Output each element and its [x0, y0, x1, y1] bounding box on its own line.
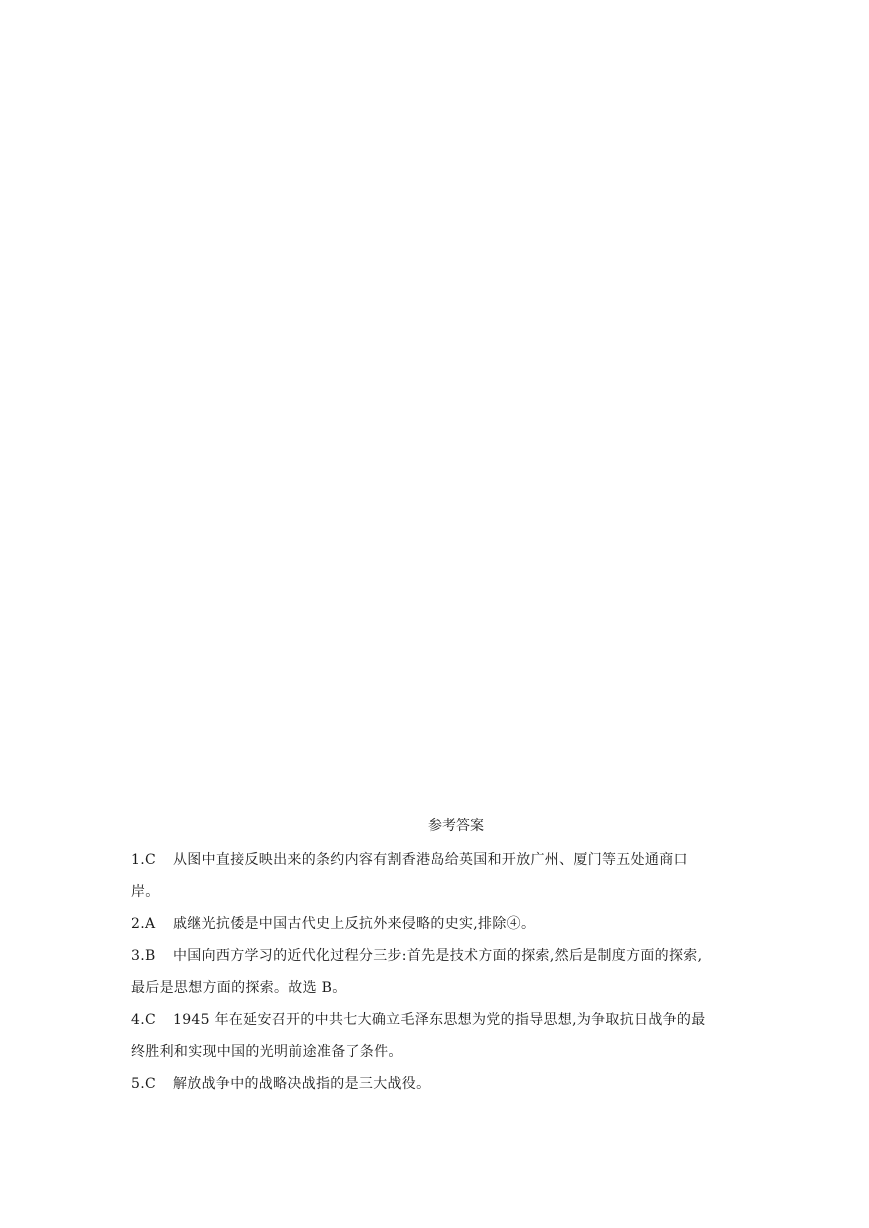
answer-number: 5.C: [131, 1076, 156, 1092]
answer-item-2: [131, 908, 751, 940]
answer-text: 中国向西方学习的近代化过程分三步:首先是技术方面的探索,然后是制度方面的探索,: [173, 948, 703, 964]
answer-line-continued: 终胜利和实现中国的光明前途准备了条件。: [131, 1044, 403, 1060]
answer-line-continued: 岸。: [131, 884, 160, 900]
answer-text: 1945 年在延安召开的中共七大确立毛泽东思想为党的指导思想,为争取抗日战争的最: [173, 1012, 706, 1028]
answer-item-1: [131, 844, 751, 908]
answer-number: 4.C: [131, 1012, 156, 1028]
answer-line: [131, 844, 751, 876]
answer-item-4: [131, 1004, 751, 1068]
answer-item-5: [131, 1068, 751, 1100]
answer-line: [131, 908, 751, 940]
answer-text: 从图中直接反映出来的条约内容有割香港岛给英国和开放广州、厦门等五处通商口: [173, 852, 688, 868]
answer-line: [131, 940, 751, 972]
answer-text: 解放战争中的战略决战指的是三大战役。: [173, 1076, 431, 1092]
answer-key-section: [131, 812, 751, 1100]
answer-line: [131, 1068, 751, 1100]
section-title: 参考答案: [428, 818, 484, 834]
answer-line: [131, 1004, 751, 1036]
answer-text: 戚继光抗倭是中国古代史上反抗外来侵略的史实,排除④。: [173, 916, 536, 932]
answer-item-3: [131, 940, 751, 1004]
answer-number: 1.C: [131, 852, 156, 868]
answer-line-continued: 最后是思想方面的探索。故选 B。: [131, 980, 347, 996]
answer-number: 3.B: [131, 948, 156, 964]
answer-number: 2.A: [131, 916, 156, 932]
